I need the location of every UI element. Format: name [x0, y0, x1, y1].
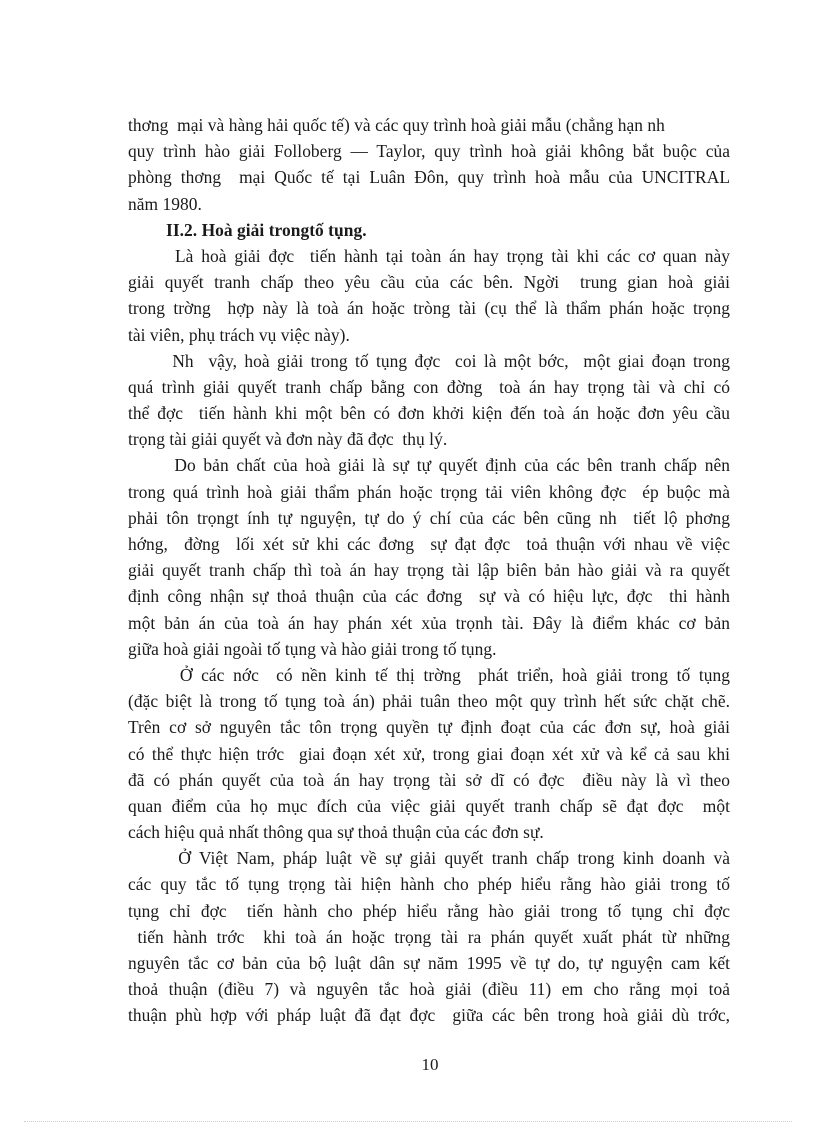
text-line: quan điểm của họ mục đích của việc giải quyết tranh chấp sẽ đạt đợc một: [128, 795, 730, 816]
text-line: Là hoà giải đợc tiến hành tại toàn án hay trọng tài khi các cơ quan này: [128, 245, 730, 266]
text-line: quá trình giải quyết tranh chấp bằng con đờng toà án hay trọng tài và chỉ có: [128, 376, 730, 397]
text-line: đã có phán quyết của toà án hay trọng tài sở dĩ có đợc điều này là vì theo: [128, 769, 730, 790]
text-line: tiến hành trớc khi toà án hoặc trọng tài ra phán quyết xuất phát từ những: [128, 926, 730, 947]
body-text: [128, 112, 730, 1029]
text-line: thể đợc tiến hành khi một bên có đơn khởi kiện đến toà án hoặc đơn yêu cầu: [128, 403, 730, 424]
text-line: định công nhận sự thoả thuận của các đơng sự và có hiệu lực, đợc thi hành: [128, 586, 730, 607]
text-line: phòng thơng mại Quốc tế tại Luân Đôn, quy trình hoà mẫu của UNCITRAL: [128, 167, 730, 188]
text-line: có thể thực hiện trớc giai đoạn xét xử, trong giai đoạn xét xử và kể cả sau khi: [128, 743, 730, 764]
text-line: phải tôn trọngt ính tự nguyện, tự do ý chí của các bên cũng nh tiết lộ phơng: [128, 507, 730, 528]
text-line: giải quyết tranh chấp thì toà án hay trọng tài lập biên bản hào giải và ra quyết: [128, 560, 730, 581]
text-line: Do bản chất của hoà giải là sự tự quyết định của các bên tranh chấp nên: [128, 455, 730, 476]
text-line: thoả thuận (điều 7) và nguyên tắc hoà giải (điều 11) em cho rằng mọi toả: [128, 979, 730, 1000]
text-line: (đặc biệt là trong tố tụng toà án) phải tuân theo một quy trình hết sức chặt chẽ.: [128, 691, 730, 712]
text-line: trong trờng hợp này là toà án hoặc tròng tài (cụ thể là thẩm phán hoặc trọng: [128, 298, 730, 319]
text-line: hớng, đờng lối xét sử khi các đơng sự đạt đợc toả thuận với nhau về việc: [128, 534, 730, 554]
text-line: quy trình hào giải Folloberg — Taylor, quy trình hoà giải không bắt buộc của: [128, 141, 730, 162]
text-line: Ở các nớc có nền kinh tế thị trờng phát triển, hoà giải trong tố tụng: [128, 664, 730, 685]
page-bottom-rule: [24, 1121, 792, 1122]
text-line: Nh vậy, hoà giải trong tố tụng đợc coi là một bớc, một giai đoạn trong: [128, 350, 730, 371]
text-line: Trên cơ sở nguyên tắc tôn trọng quyền tự định đoạt của các đơn sự, hoà giải: [128, 717, 730, 738]
text-line: tài viên, phụ trách vụ việc này).: [128, 324, 350, 345]
text-line: các quy tắc tố tụng trọng tài hiện hành cho phép hiểu rằng hào giải trong tố: [128, 874, 730, 895]
text-line: nguyên tắc cơ bản của bộ luật dân sự năm 1995 về tự do, tự nguyện cam kết: [128, 953, 730, 973]
text-line: Ở Việt Nam, pháp luật về sự giải quyết tranh chấp trong kinh doanh và: [128, 848, 730, 869]
text-line: giữa hoà giải ngoài tố tụng và hào giải trong tố tụng.: [128, 638, 497, 659]
text-line: thơng mại và hàng hải quốc tế) và các quy trình hoà giải mẫu (chẳng hạn nh: [128, 115, 665, 135]
text-line: một bản án của toà án hay phán xét xủa trọnh tài. Đây là điểm khác cơ bản: [128, 612, 730, 633]
text-line: cách hiệu quả nhất thông qua sự thoả thuận của các đơn sự.: [128, 822, 544, 843]
text-line: năm 1980.: [128, 193, 202, 214]
page-number: 10: [421, 1055, 439, 1074]
text-line: thuận phù hợp với pháp luật đã đạt đợc giữa các bên trong hoà giải dù trớc,: [128, 1005, 730, 1026]
text-line: tụng chỉ đợc tiến hành cho phép hiểu rằng hào giải trong tố tụng chỉ đợc: [128, 900, 730, 921]
text-line: giải quyết tranh chấp theo yêu cầu của các bên. Ngời trung gian hoà giải: [128, 272, 730, 293]
text-line: trong quá trình hoà giải thẩm phán hoặc trọng tải viên không đợc ép buộc mà: [128, 481, 730, 502]
section-heading: II.2. Hoà giải trongtố tụng.: [166, 219, 367, 240]
text-line: trọng tài giải quyết và đơn này đã đợc thụ lý.: [128, 429, 448, 450]
